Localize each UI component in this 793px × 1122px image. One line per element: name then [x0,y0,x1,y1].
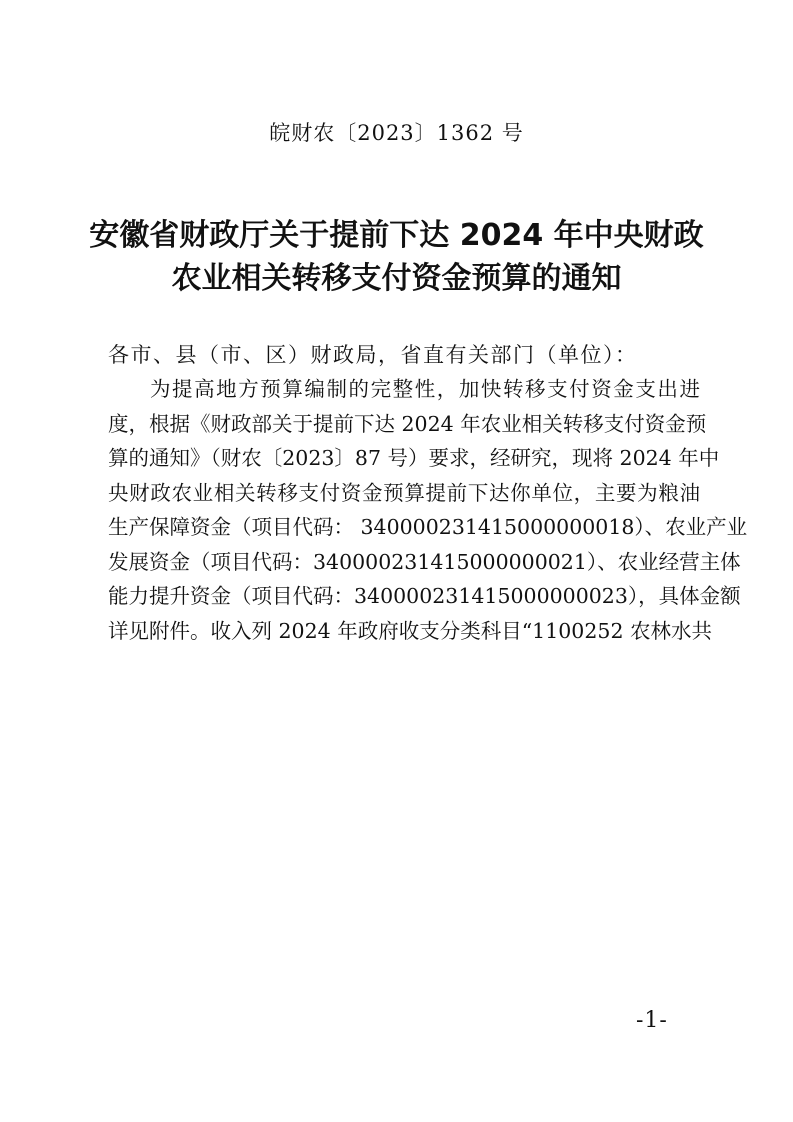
body-line-3: 算的通知》（财农〔2023〕87 号）要求，经研究，现将 2024 年中 [108,446,720,470]
title-line-2: 农业相关转移支付资金预算的通知 [171,261,622,296]
body-line-7: 能力提升资金（项目代码：340000231415000000023），具体金额 [108,584,741,608]
page-number: -1- [636,1008,668,1033]
salutation: 各市、县（市、区）财政局，省直有关部门（单位）： [108,343,638,367]
body-line-2: 度，根据《财政部关于提前下达 2024 年农业相关转移支付资金预 [108,411,707,436]
document-title [60,214,733,300]
title-line-1: 安徽省财政厅关于提前下达 2024 年中央财政 [89,218,704,253]
body-line-8: 详见附件。收入列 2024 年政府收支分类科目“1100252 农林水共 [108,618,712,643]
body-paragraph [108,372,748,648]
body-line-5: 生产保障资金（项目代码： 340000231415000000018）、农业产业 [108,515,748,539]
body-line-6: 发展资金（项目代码：340000231415000000021）、农业经营主体 [108,549,741,574]
body-line-1: 为提高地方预算编制的完整性，加快转移支付资金支出进 [150,377,700,401]
body-line-4: 央财政农业相关转移支付资金预算提前下达你单位，主要为粮油 [108,480,700,505]
document-number: 皖财农〔2023〕1362 号 [269,121,524,145]
